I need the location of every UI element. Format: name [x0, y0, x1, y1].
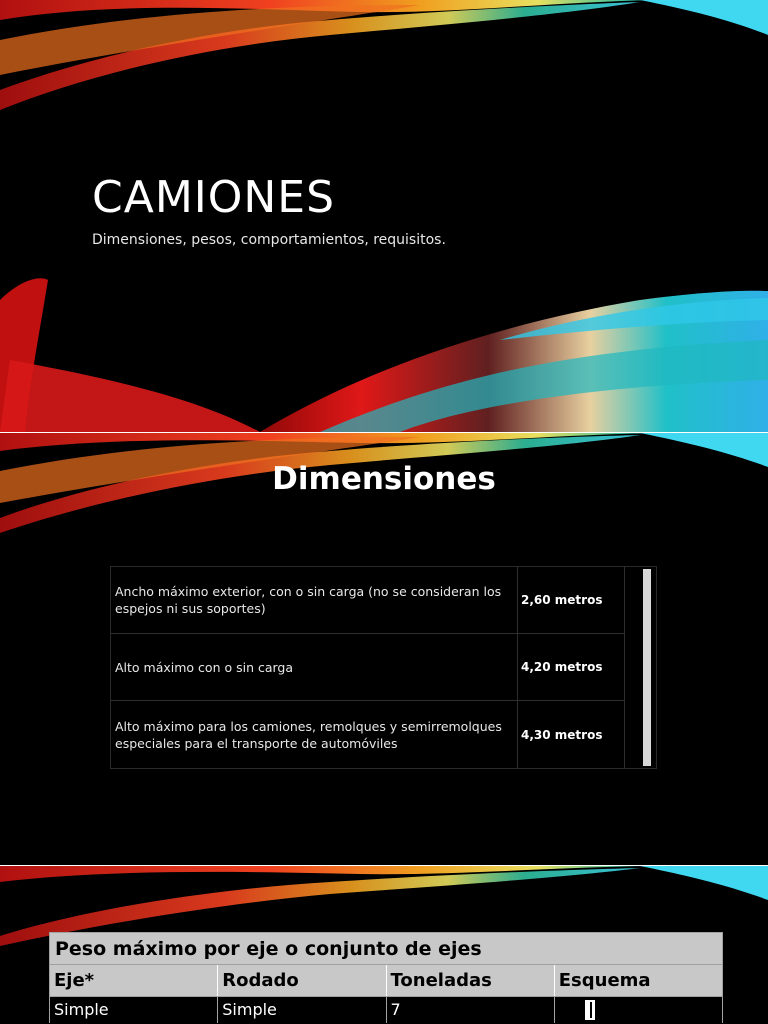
slide-dimensiones: [0, 433, 768, 865]
scrollbar[interactable]: [643, 569, 651, 766]
cell-esquema: [555, 997, 723, 1023]
text-cursor-icon: [584, 999, 596, 1021]
dimension-label: Alto máximo con o sin carga: [111, 634, 518, 700]
table-row: [49, 997, 723, 1023]
table-row: [111, 567, 624, 634]
table-row: [111, 634, 624, 701]
dimension-value: 4,30 metros: [521, 727, 603, 742]
slide-title: [0, 0, 768, 432]
table-header-row: [49, 965, 723, 997]
weight-table: [49, 932, 723, 1023]
column-header-eje: Eje*: [50, 965, 218, 996]
cell-rodado: Simple: [218, 997, 386, 1023]
slide-peso: [0, 866, 768, 1024]
page-title: CAMIONES: [92, 172, 336, 223]
section-title: Dimensiones: [272, 461, 496, 497]
dimensions-table: [110, 566, 657, 769]
cell-eje: Simple: [50, 997, 218, 1023]
dimension-value: 2,60 metros: [521, 593, 603, 607]
table-row: [111, 701, 624, 768]
column-header-esquema: Esquema: [558, 970, 651, 991]
page-subtitle: Dimensiones, pesos, comportamientos, requisitos.: [92, 232, 446, 248]
table-title: Peso máximo por eje o conjunto de ejes: [49, 932, 723, 965]
dimension-value: 4,20 metros: [521, 660, 603, 674]
cell-toneladas: 7: [387, 997, 555, 1023]
dimension-label: Alto máximo para los camiones, remolques y semirremolques especiales para el transporte de automóviles: [111, 701, 518, 768]
column-header-rodado: Rodado: [218, 965, 386, 996]
dimension-label: Ancho máximo exterior, con o sin carga (no se consideran los espejos ni sus soportes): [111, 567, 518, 633]
column-header-toneladas: Toneladas: [387, 965, 555, 996]
